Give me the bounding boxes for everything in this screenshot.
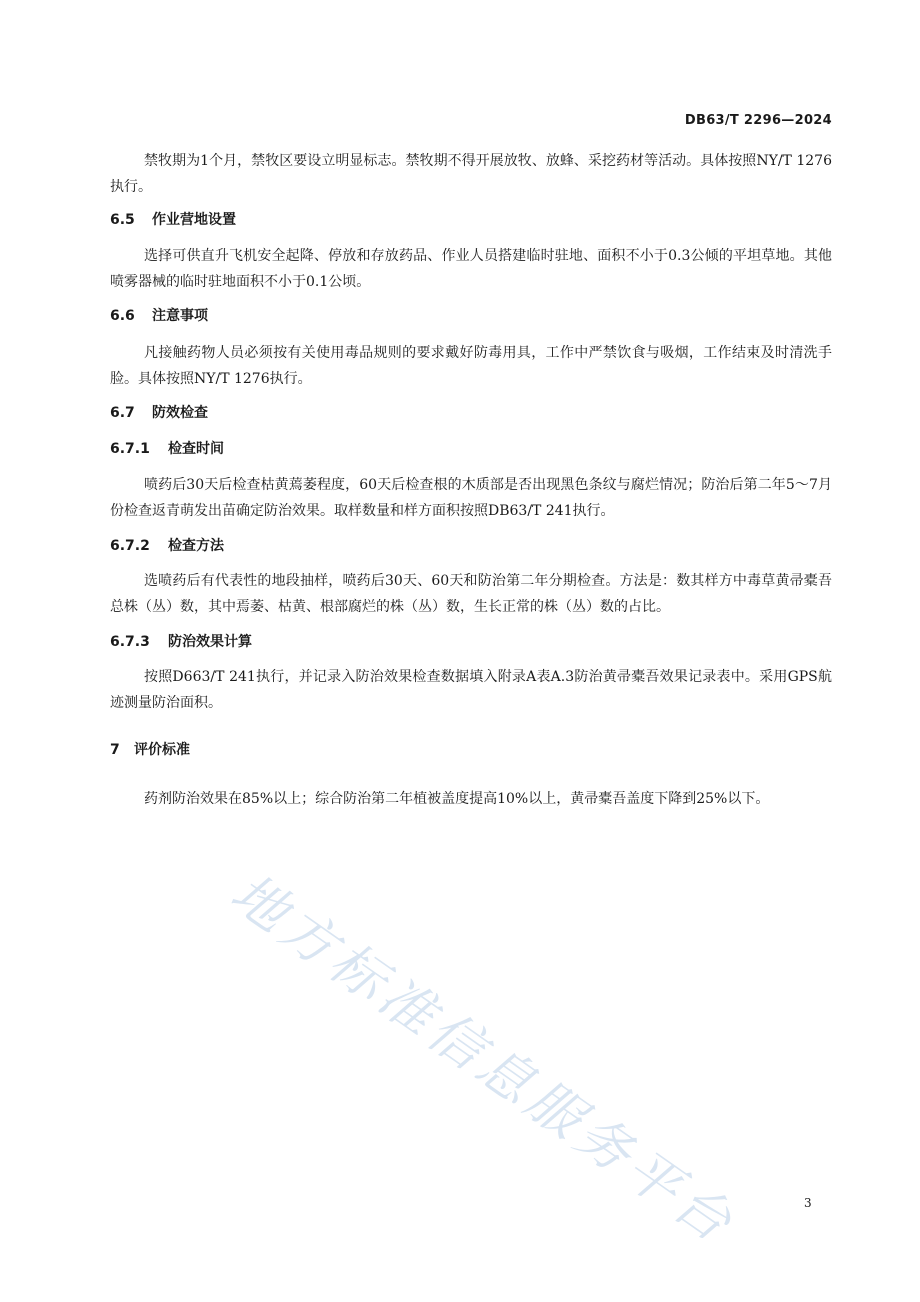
section-title: 检查方法 bbox=[168, 538, 224, 554]
section-6-5-heading bbox=[110, 210, 236, 230]
section-title: 防治效果计算 bbox=[168, 634, 252, 650]
watermark-text: 地方标准信息服务平台 bbox=[219, 860, 748, 1257]
section-6-6-paragraph: 凡接触药物人员必须按有关使用毒品规则的要求戴好防毒用具，工作中严禁饮食与吸烟，工作结束及时清洗手脸。具体按照NY/T 1276执行。 bbox=[110, 345, 832, 387]
section-6-7-2-paragraph: 选喷药后有代表性的地段抽样，喷药后30天、60天和防治第二年分期检查。方法是：数其样方中毒草黄帚橐吾总株（丛）数，其中焉萎、枯黄、根部腐烂的株（丛）数，生长正常的株（丛）数的占比。 bbox=[110, 573, 832, 615]
section-7-paragraph: 药剂防治效果在85%以上；综合防治第二年植被盖度提高10%以上，黄帚橐吾盖度下降到25%以下。 bbox=[144, 791, 770, 807]
section-number: 6.7.2 bbox=[110, 538, 150, 554]
section-6-7-1-paragraph: 喷药后30天后检查枯黄蔫萎程度，60天后检查根的木质部是否出现黑色条纹与腐烂情况；防治后第二年5～7月份检查返青萌发出苗确定防治效果。取样数量和样方面积按照DB63/T 241执行。 bbox=[110, 477, 832, 519]
standard-code: DB63/T 2296—2024 bbox=[684, 113, 832, 128]
section-6-5-paragraph: 选择可供直升飞机安全起降、停放和存放药品、作业人员搭建临时驻地、面积不小于0.3公倾的平坦草地。其他喷雾器械的临时驻地面积不小于0.1公顷。 bbox=[110, 248, 832, 290]
section-6-7-1-heading bbox=[110, 439, 224, 459]
section-number: 6.7 bbox=[110, 405, 135, 421]
page-number: 3 bbox=[804, 1196, 812, 1210]
intro-paragraph: 禁牧期为1个月，禁牧区要设立明显标志。禁牧期不得开展放牧、放蜂、采挖药材等活动。具体按照NY/T 1276执行。 bbox=[110, 153, 832, 195]
section-number: 6.6 bbox=[110, 308, 135, 324]
section-6-6-heading bbox=[110, 306, 208, 326]
section-title: 检查时间 bbox=[168, 441, 224, 457]
section-6-7-3-paragraph: 按照D663/T 241执行，并记录入防治效果检查数据填入附录A表A.3防治黄帚橐吾效果记录表中。采用GPS航迹测量防治面积。 bbox=[110, 669, 832, 711]
section-title: 作业营地设置 bbox=[152, 212, 236, 228]
section-title: 防效检查 bbox=[152, 405, 208, 421]
section-title: 注意事项 bbox=[152, 308, 208, 324]
section-number: 6.5 bbox=[110, 212, 135, 228]
section-number: 6.7.3 bbox=[110, 634, 150, 650]
section-6-7-3-heading bbox=[110, 632, 252, 652]
section-6-7-heading bbox=[110, 403, 208, 423]
section-number: 7 bbox=[110, 742, 120, 758]
section-7-heading bbox=[110, 740, 190, 760]
section-title: 评价标准 bbox=[134, 742, 190, 758]
section-6-7-2-heading bbox=[110, 536, 224, 556]
section-number: 6.7.1 bbox=[110, 441, 150, 457]
